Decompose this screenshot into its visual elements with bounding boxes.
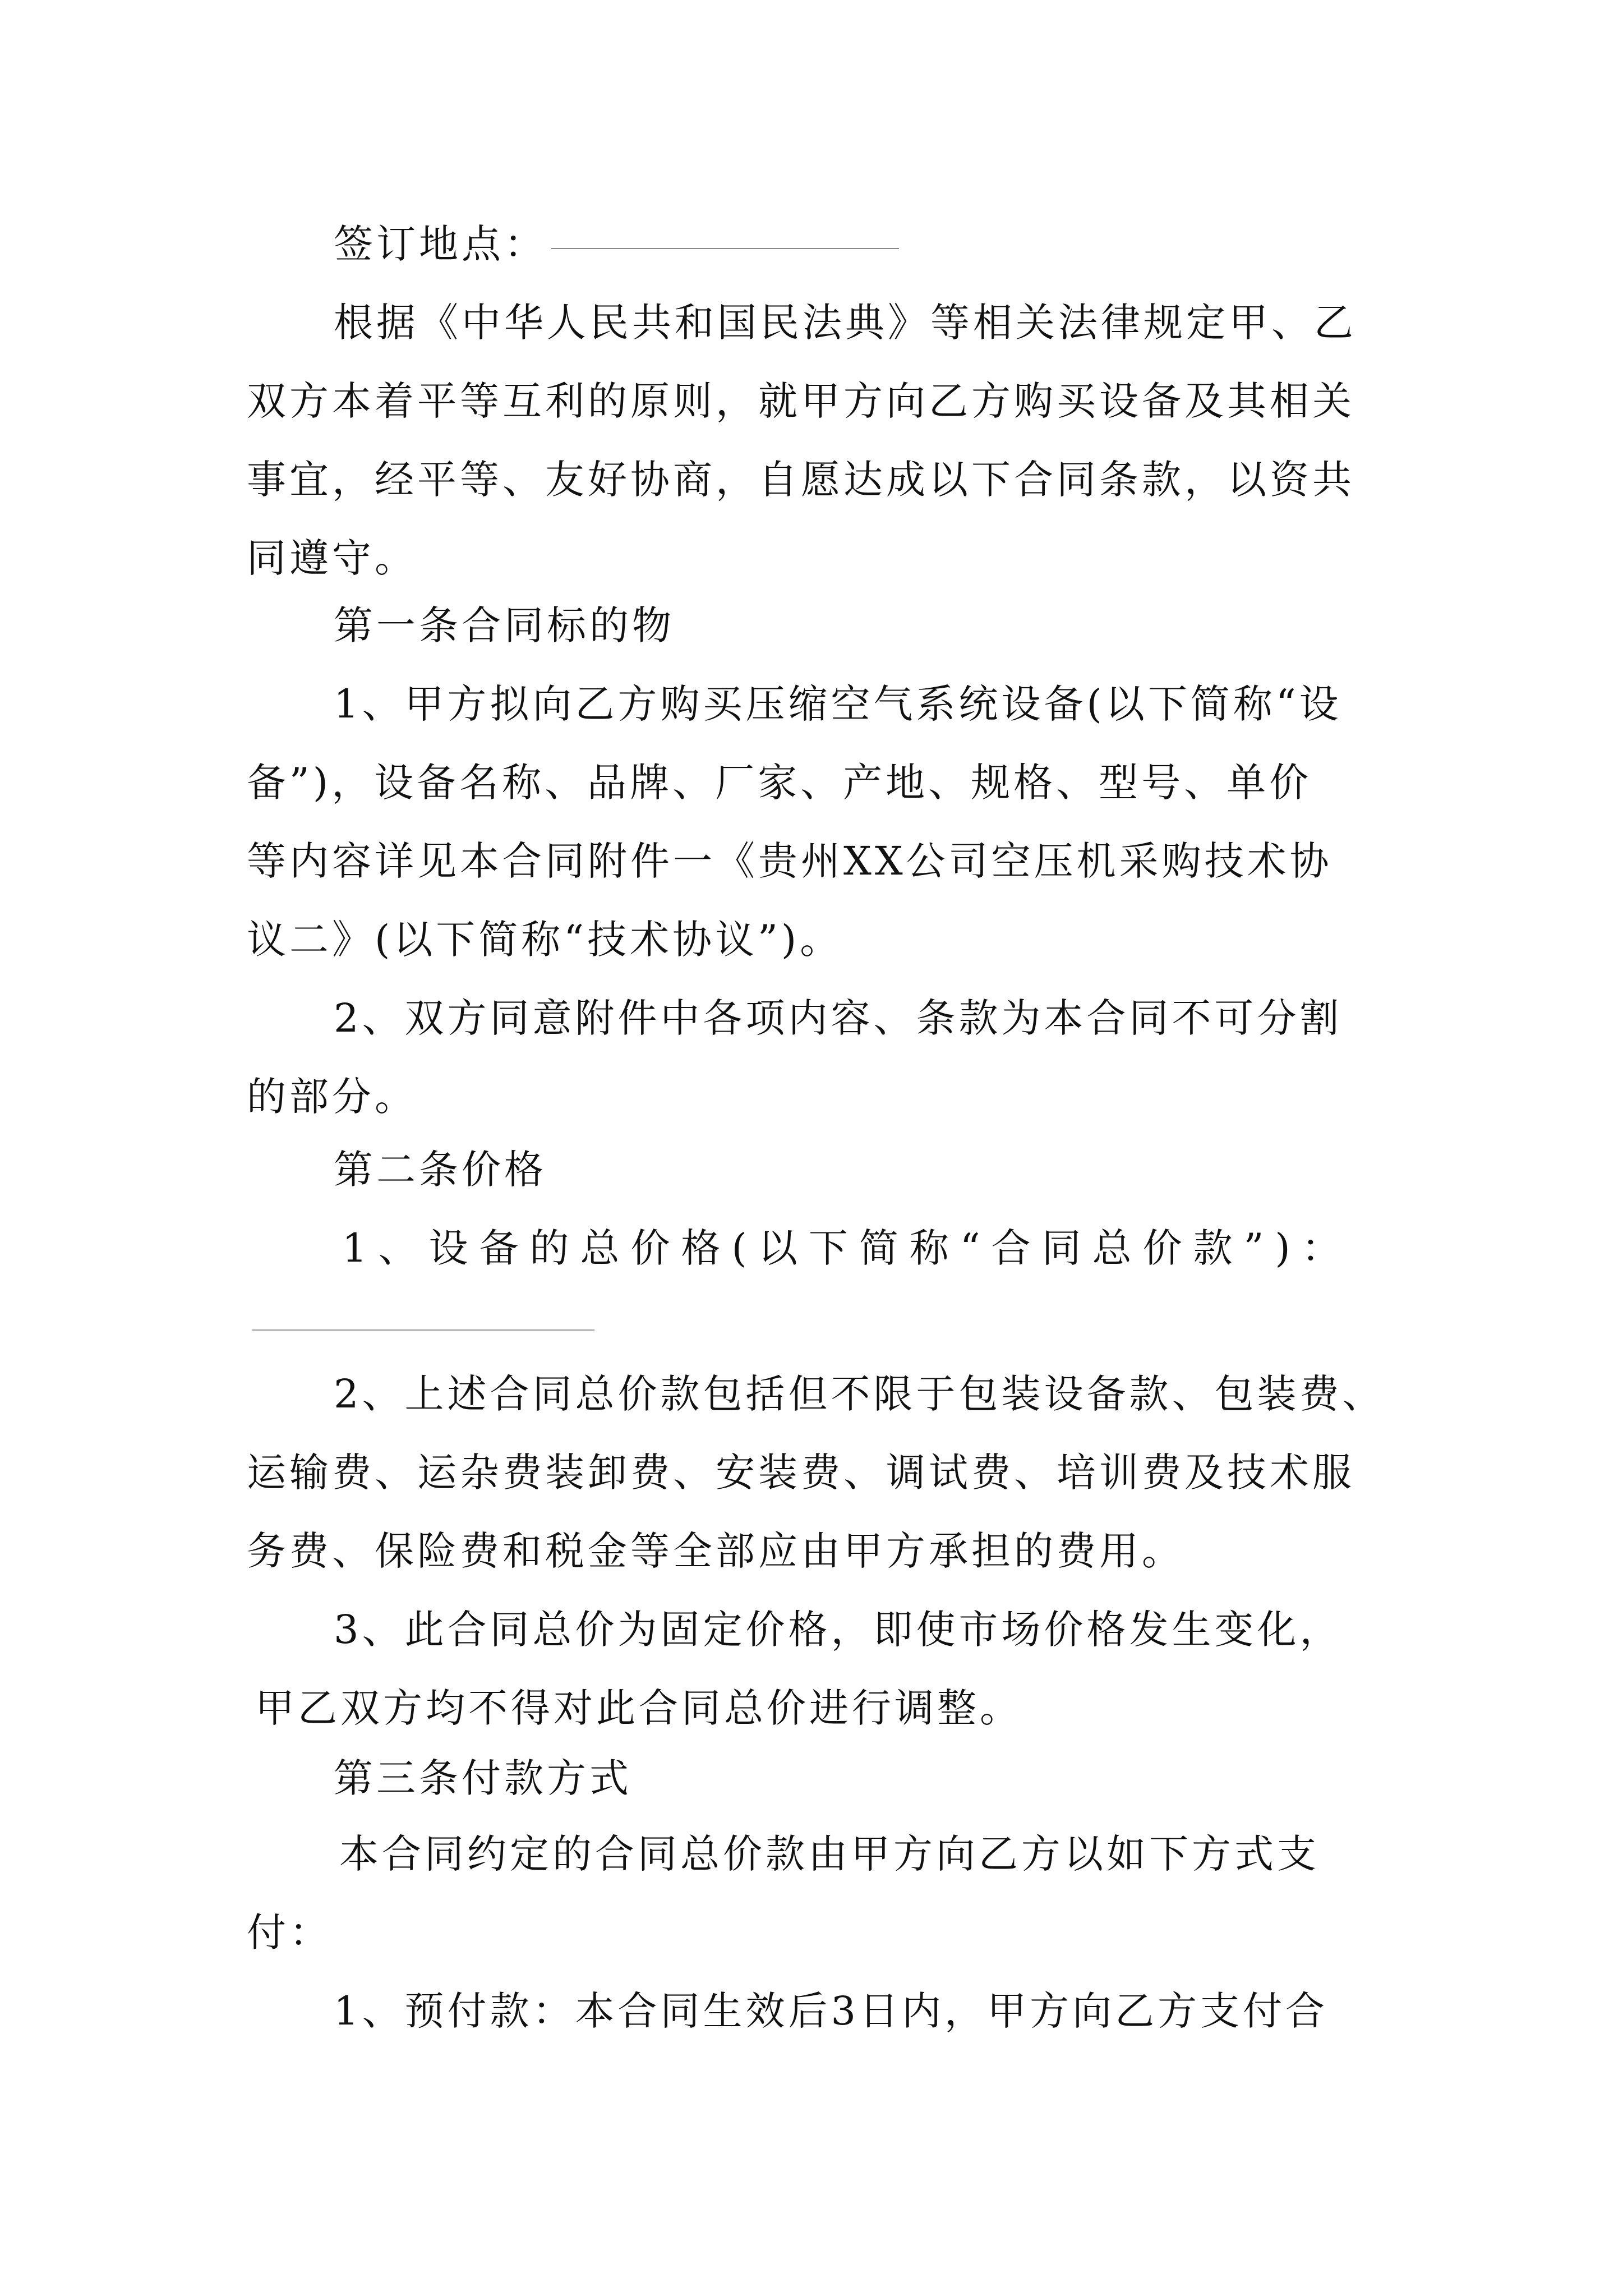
- signing-place-blank: [551, 246, 899, 249]
- article-2-item-1: 1、设备的总价格(以下简称“合同总价款”)：: [342, 1225, 1352, 1271]
- article-2-item-2-line-3: 务费、保险费和税金等全部应由甲方承担的费用。: [247, 1528, 1184, 1574]
- article-2-item-2-line-1: 2、上述合同总价款包括但不限于包装设备款、包装费、: [334, 1371, 1385, 1417]
- article-1-item-1-line-2: 备”)，设备名称、品牌、厂家、产地、规格、型号、单价: [247, 760, 1312, 806]
- article-3-item-1-line-1: 1、预付款：本合同生效后3日内，甲方向乙方支付合: [334, 1988, 1329, 2034]
- article-2-item-2-line-2: 运输费、运杂费装卸费、安装费、调试费、培训费及技术服: [247, 1450, 1355, 1496]
- article-2-item-3-line-1: 3、此合同总价为固定价格，即使市场价格发生变化，: [334, 1607, 1343, 1653]
- signing-place-label: 签订地点：: [334, 221, 547, 267]
- article-1-item-2-line-2: 的部分。: [247, 1074, 417, 1120]
- article-1-title: 第一条合同标的物: [334, 602, 675, 648]
- preamble-line-1: 根据《中华人民共和国民法典》等相关法律规定甲、乙: [334, 300, 1357, 346]
- preamble-line-4: 同遵守。: [247, 535, 417, 581]
- article-2-item-3-line-2: 甲乙双方均不得对此合同总价进行调整。: [255, 1685, 1022, 1731]
- article-2-title: 第二条价格: [334, 1147, 547, 1193]
- price-blank-line: [252, 1329, 594, 1331]
- article-1-item-2-line-1: 2、双方同意附件中各项内容、条款为本合同不可分割: [334, 995, 1343, 1041]
- article-1-item-1-line-3: 等内容详见本合同附件一《贵州XX公司空压机采购技术协: [247, 838, 1332, 884]
- article-3-intro-line-2: 付：: [247, 1910, 332, 1955]
- signing-place-line: [334, 216, 899, 272]
- article-3-intro-line-1: 本合同约定的合同总价款由甲方向乙方以如下方式支: [339, 1831, 1320, 1877]
- preamble-line-2: 双方本着平等互利的原则，就甲方向乙方购买设备及其相关: [247, 378, 1355, 424]
- article-1-item-1-line-1: 1、甲方拟向乙方购买压缩空气系统设备(以下简称“设: [334, 681, 1342, 727]
- article-3-title: 第三条付款方式: [334, 1755, 632, 1801]
- preamble-line-3: 事宜，经平等、友好协商，自愿达成以下合同条款，以资共: [247, 457, 1355, 503]
- article-1-item-1-line-4: 议二》(以下简称“技术协议”)。: [247, 917, 843, 963]
